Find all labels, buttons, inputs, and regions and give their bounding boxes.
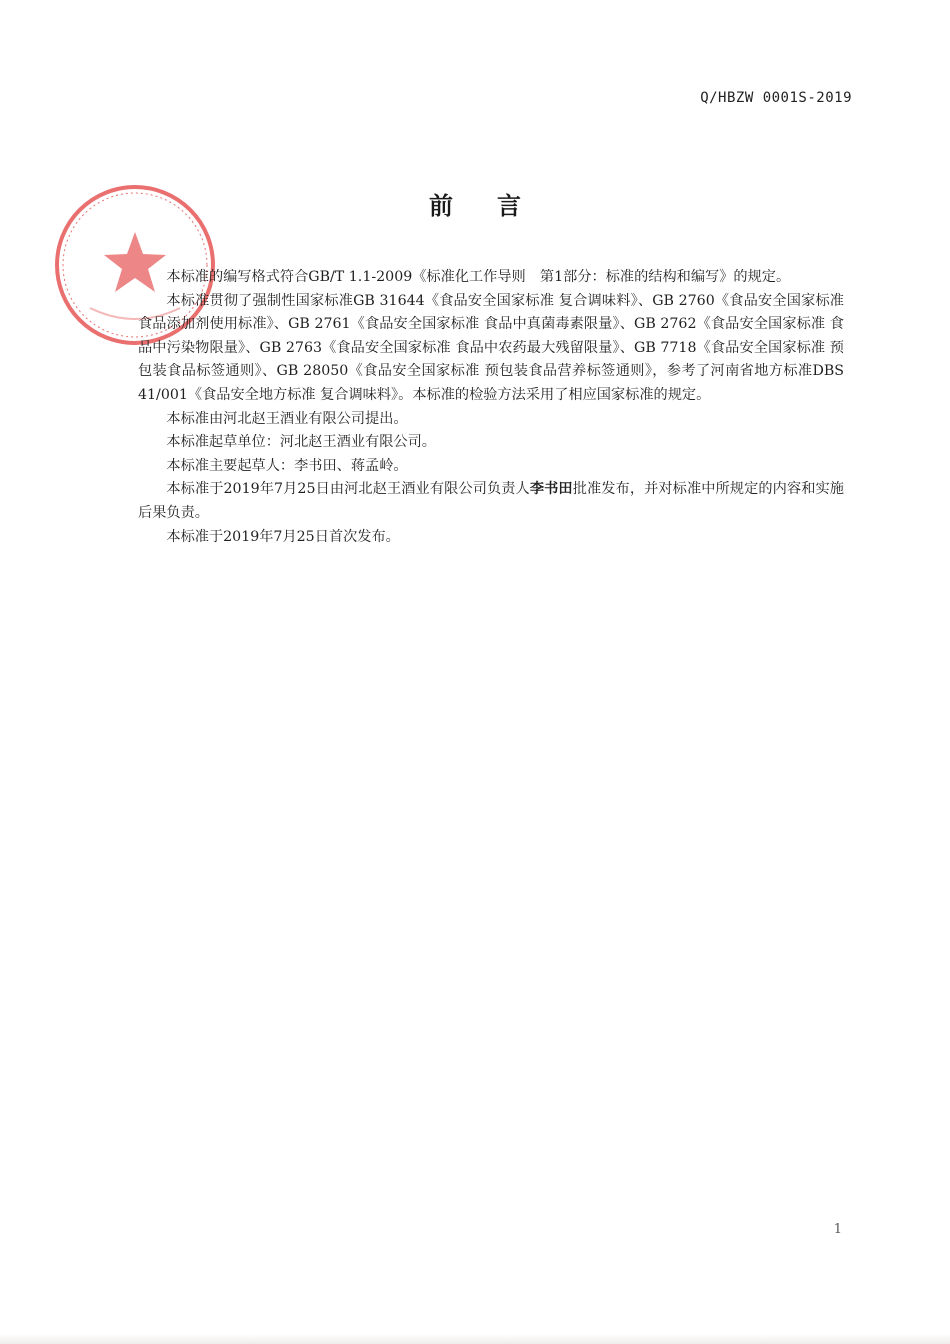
scan-edge [0,1334,950,1344]
paragraph-text: 本标准由河北赵王酒业有限公司提出。 [166,410,408,427]
page-number: 1 [833,1222,842,1237]
paragraph-drafters [138,455,844,479]
approver-name: 李书田 [529,481,573,498]
page-title: 前言 [429,192,565,220]
paragraph-approval [138,478,844,525]
paragraph-drafting-unit [138,431,844,455]
paragraph-text: 本标准的编写格式符合GB/T 1.1-2009《标准化工作导则 第1部分：标准的结构和编写》的规定。 [166,269,791,285]
paragraph-format [138,266,844,290]
standard-code: Q/HBZW 0001S-2019 [700,90,852,106]
paragraph-text: 本标准于2019年7月25日首次发布。 [166,528,400,545]
preface-body [138,266,844,549]
paragraph-proposer [138,408,844,432]
paragraph-text: 本标准起草单位：河北赵王酒业有限公司。 [166,434,436,451]
paragraph-text: 本标准贯彻了强制性国家标准GB 31644《食品安全国家标准 复合调味料》、GB 2760《食品安全国家标准 食品添加剂使用标准》、GB 2761《食品安全国家标准 食品中真菌毒素限量》、GB 2762《食品安全国家标准 食品中污染物限量》、GB 2763《食品安全国家标准 食品中农药最大残留限量》、GB 7718《食品安全国家标准 预包装食品标签通则》、GB 28050《食品安全国家标准 预包装食品营养标签通则》，参考了河南省地方标准DBS 41/001《食品安全地方标准 复合调味料》。本标准的检验方法采用了相应国家标准的规定。 [138,292,844,403]
paragraph-text: 本标准于2019年7月25日由河北赵王酒业有限公司负责人 [166,481,530,498]
paragraph-text: 本标准主要起草人：李书田、蒋孟岭。 [166,457,408,474]
paragraph-text: 批准发布，并对标准中所规定的内容和实施后果负责。 [138,481,844,521]
paragraph-first-release [138,526,844,550]
paragraph-referenced-standards [138,290,844,408]
